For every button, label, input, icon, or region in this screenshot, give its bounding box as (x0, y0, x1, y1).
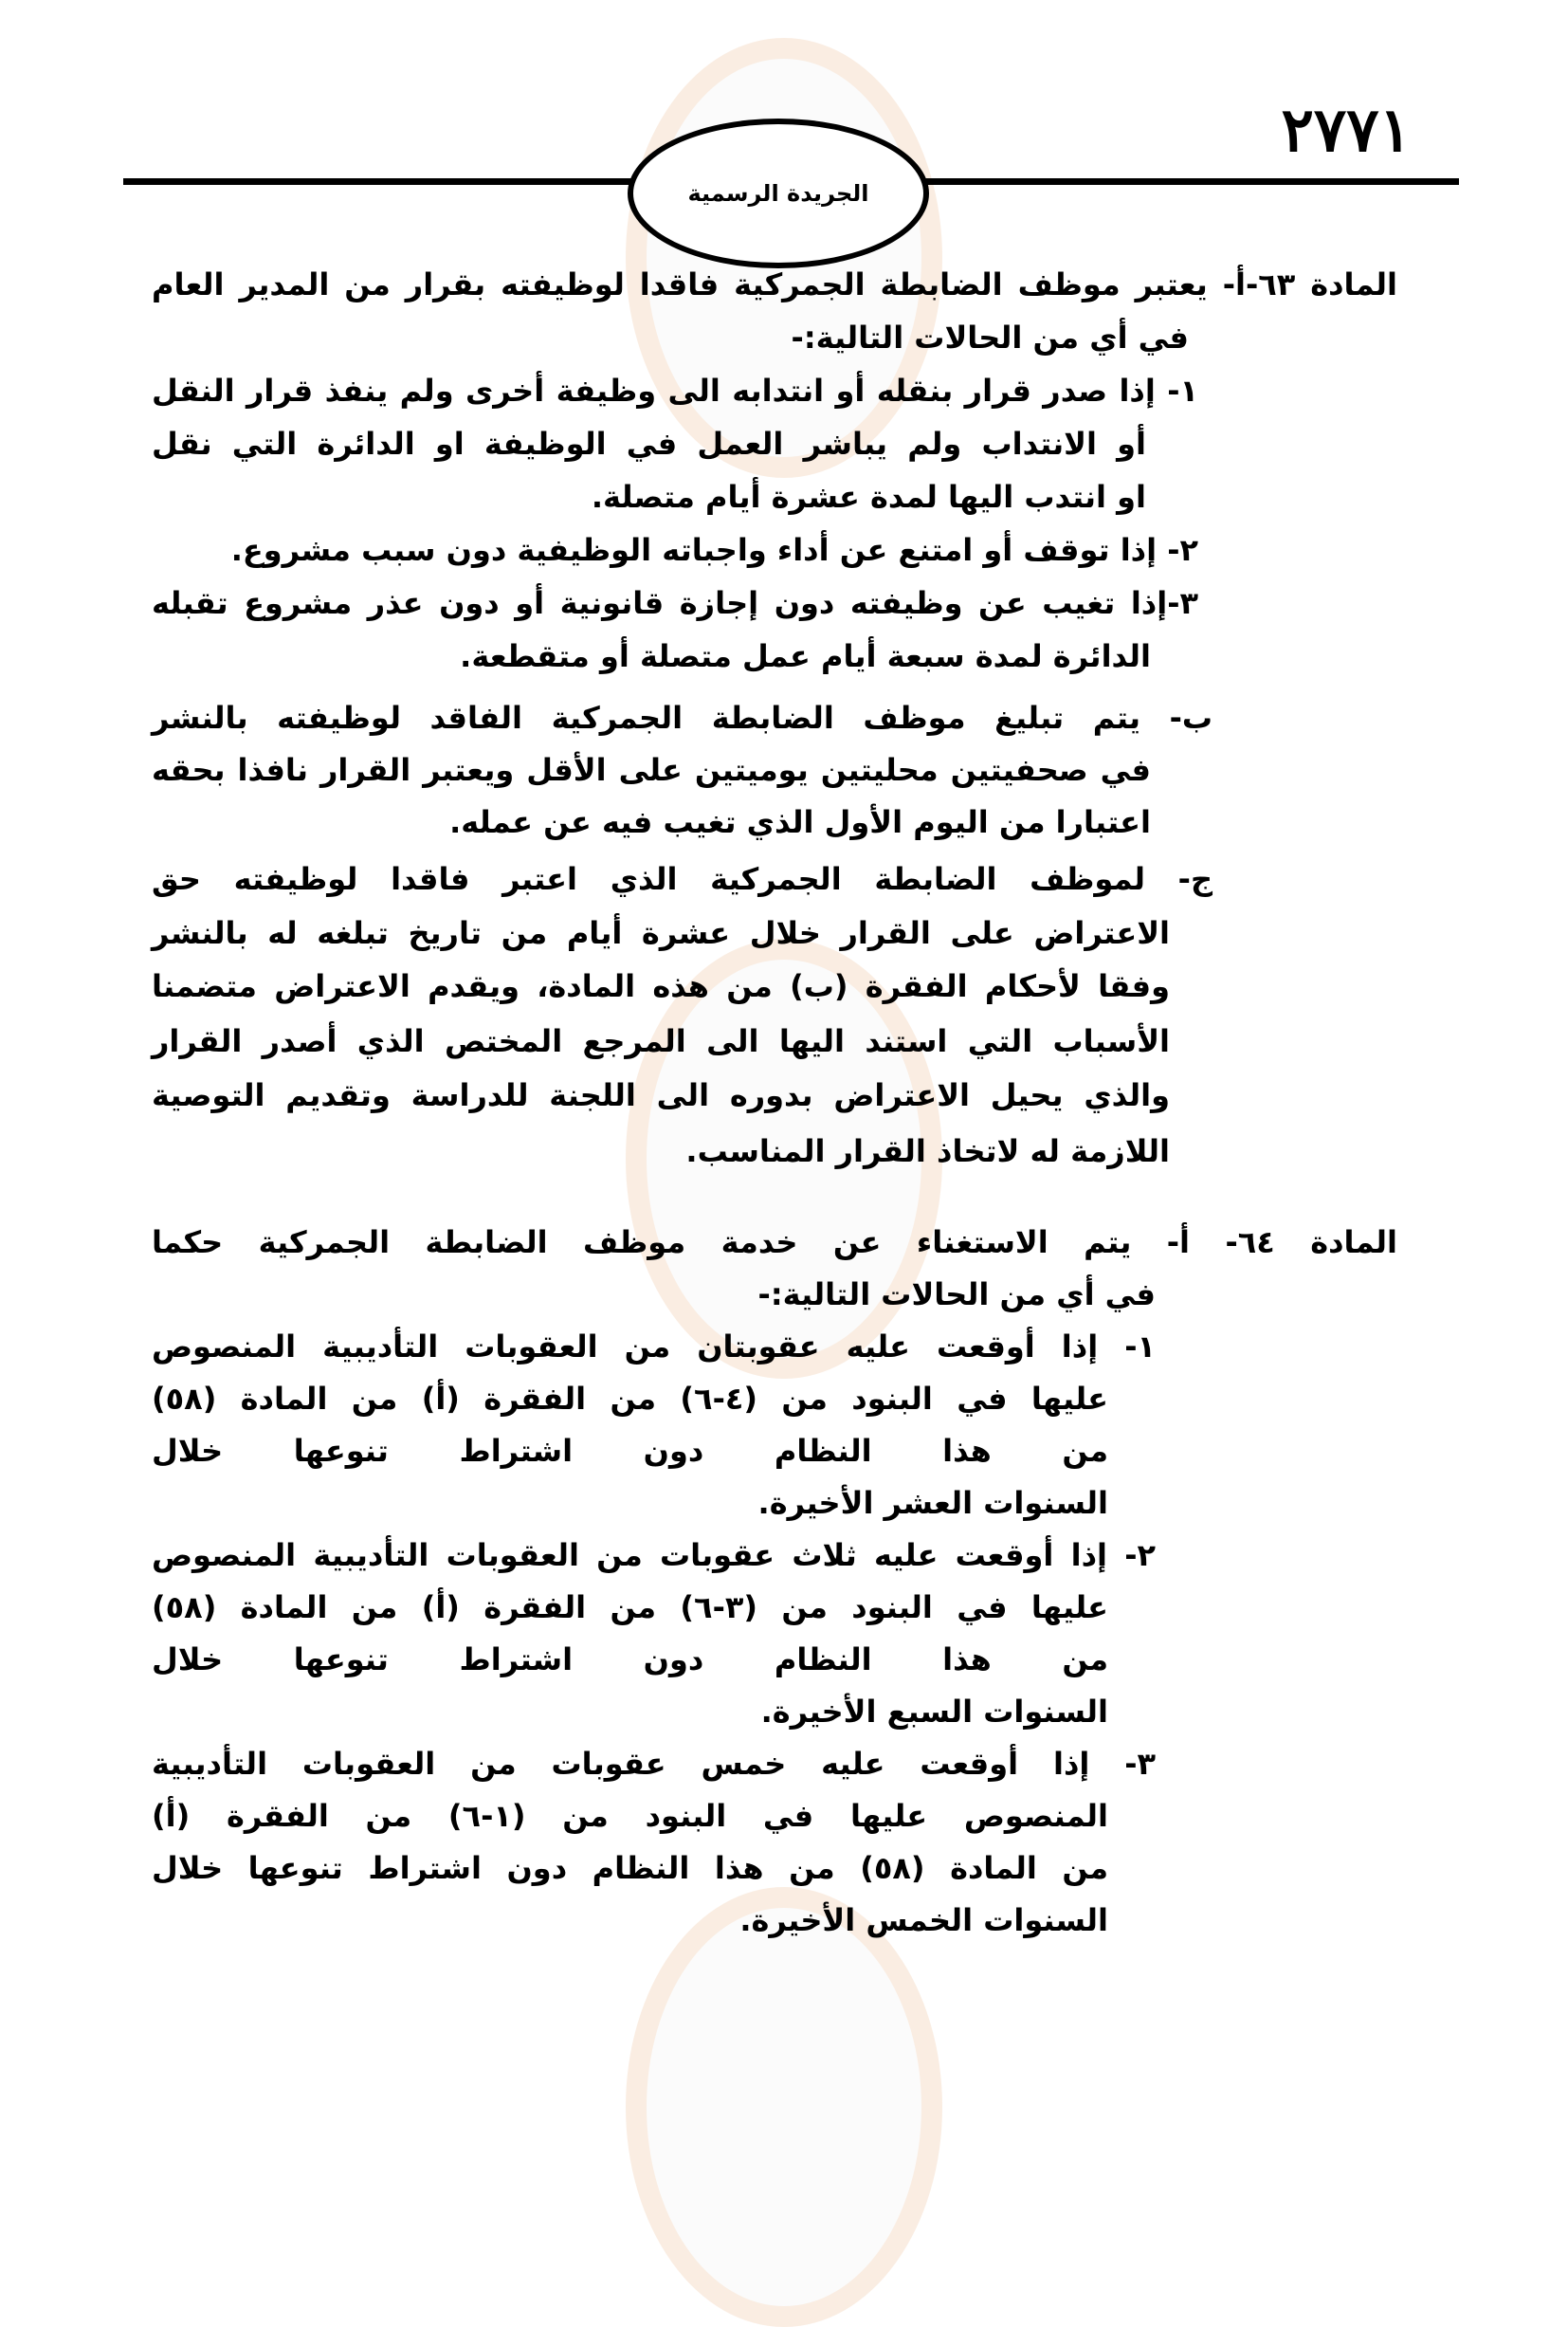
article-64-line: عليها في البنود من (٣-٦) من الفقرة (أ) من المادة (٥٨) (152, 1589, 1109, 1625)
article-63-line: ٣-إذا تغيب عن وظيفته دون إجازة قانونية أو دون عذر مشروع تقبله (152, 585, 1198, 621)
article-64-line: السنوات الخمس الأخيرة. (739, 1902, 1108, 1938)
article-63-line: ج- لموظف الضابطة الجمركية الذي اعتبر فاقدا لوظيفته حق (152, 861, 1212, 897)
article-63-line: اللازمة له لاتخاذ القرار المناسب. (685, 1133, 1170, 1169)
article-64-line: في أي من الحالات التالية:- (757, 1276, 1156, 1312)
article-63-line: الاعتراض على القرار خلال عشرة أيام من تاريخ تبلغه له بالنشر (152, 915, 1170, 951)
gazette-title-oval (628, 119, 929, 268)
article-64-line: المادة ٦٤- أ- يتم الاستغناء عن خدمة موظف الضابطة الجمركية حكما (152, 1224, 1398, 1260)
article-63-line: الدائرة لمدة سبعة أيام عمل متصلة أو متقطعة. (460, 638, 1151, 674)
article-63-line: ب- يتم تبليغ موظف الضابطة الجمركية الفاقد لوظيفته بالنشر (152, 700, 1212, 736)
article-64-line: السنوات السبع الأخيرة. (760, 1694, 1108, 1730)
page-number: ٢٧٧١ (1281, 95, 1412, 166)
article-63-line: او انتدب اليها لمدة عشرة أيام متصلة. (591, 479, 1146, 515)
article-63-line: اعتبارا من اليوم الأول الذي تغيب فيه عن عمله. (449, 804, 1151, 840)
article-64-line: من هذا النظام دون اشتراط تنوعها خلال (152, 1641, 1108, 1677)
article-63-line: وفقا لأحكام الفقرة (ب) من هذه المادة، ويقدم الاعتراض متضمنا (152, 968, 1170, 1004)
article-63-line: في صحفيتين محليتين يوميتين على الأقل ويعتبر القرار نافذا بحقه (152, 752, 1151, 788)
article-64-line: ٣- إذا أوقعت عليه خمس عقوبات من العقوبات التأديبية (152, 1746, 1156, 1782)
article-63-line: ١- إذا صدر قرار بنقله أو انتدابه الى وظيفة أخرى ولم ينفذ قرار النقل (152, 373, 1198, 409)
article-64-line: ٢- إذا أوقعت عليه ثلاث عقوبات من العقوبات التأديبية المنصوص (152, 1537, 1156, 1573)
article-64-line: من هذا النظام دون اشتراط تنوعها خلال (152, 1433, 1108, 1469)
article-63-line: المادة ٦٣-أ- يعتبر موظف الضابطة الجمركية فاقدا لوظيفته بقرار من المدير العام (152, 266, 1398, 302)
article-64-line: المنصوص عليها في البنود من (١-٦) من الفقرة (أ) (152, 1798, 1109, 1834)
article-63-line: والذي يحيل الاعتراض بدوره الى اللجنة للدراسة وتقديم التوصية (152, 1077, 1170, 1113)
article-63-line: في أي من الحالات التالية:- (791, 320, 1189, 356)
watermark-clock-logo (626, 1887, 942, 2327)
article-64-line: من المادة (٥٨) من هذا النظام دون اشتراط تنوعها خلال (152, 1850, 1109, 1886)
article-63-line: الأسباب التي استند اليها الى المرجع المختص الذي أصدر القرار (152, 1023, 1170, 1059)
gazette-title: الجريدة الرسمية (687, 180, 869, 207)
article-63-line: أو الانتداب ولم يباشر العمل في الوظيفة او الدائرة التي نقل (152, 426, 1146, 462)
article-64-line: عليها في البنود من (٤-٦) من الفقرة (أ) من المادة (٥٨) (152, 1381, 1109, 1417)
article-64-line: السنوات العشر الأخيرة. (757, 1485, 1108, 1521)
article-63-line: ٢- إذا توقف أو امتنع عن أداء واجباته الوظيفية دون سبب مشروع. (230, 532, 1198, 568)
article-64-line: ١- إذا أوقعت عليه عقوبتان من العقوبات التأديبية المنصوص (152, 1328, 1156, 1365)
